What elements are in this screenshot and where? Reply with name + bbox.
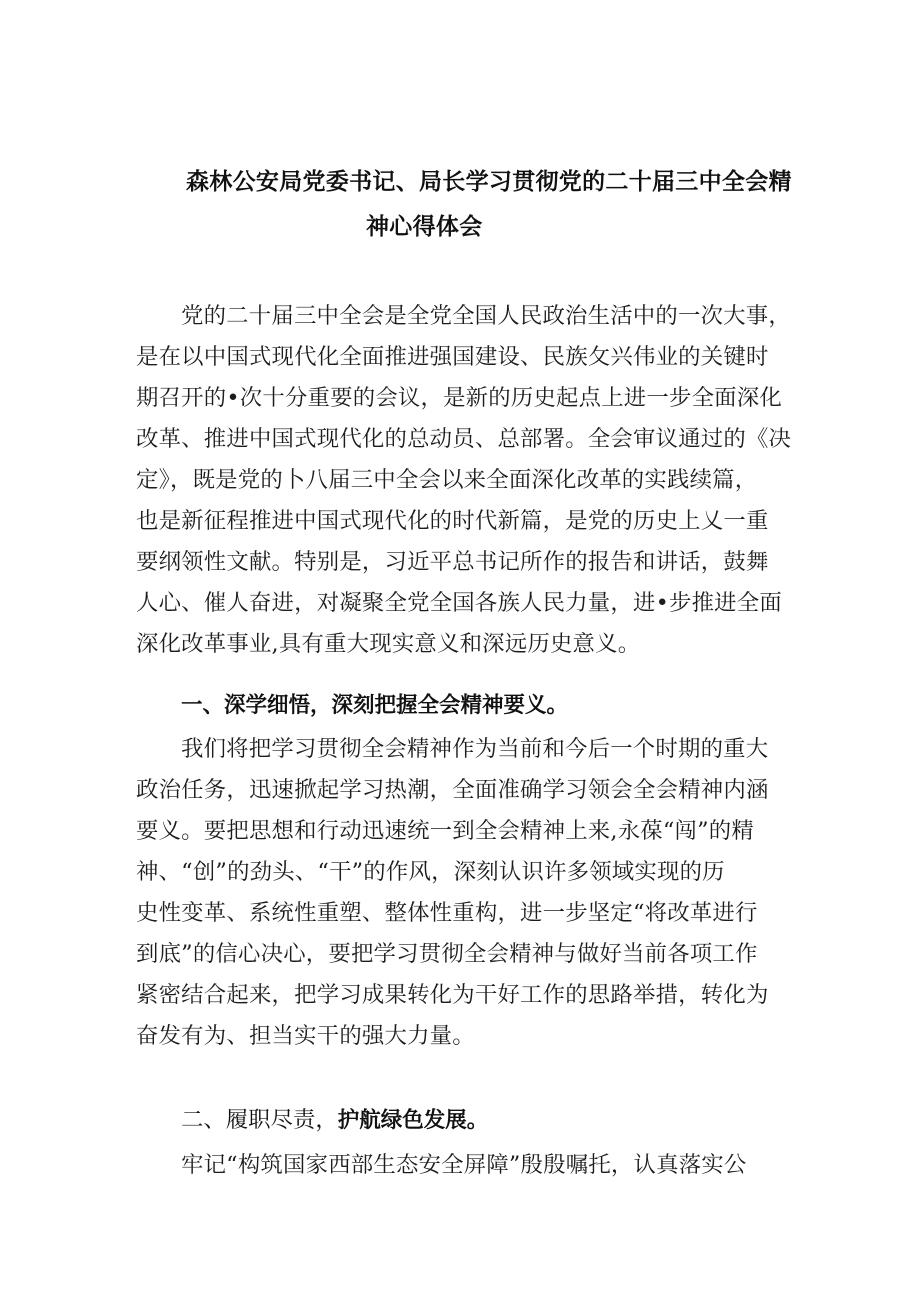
paragraph-line: 也是新征程推进中国式现代化的时代新篇，是党的历史上乂一重 xyxy=(136,508,769,534)
paragraph-line: 紧密结合起来，把学习成果转化为干好工作的思路举措，转化为 xyxy=(136,982,769,1008)
paragraph-line: 期召开的•次十分重要的会议，是新的历史起点上进一步全面深化 xyxy=(136,385,782,411)
paragraph-line: 奋发有为、担当实干的强大力量。 xyxy=(136,1023,475,1049)
paragraph-line: 改革、推进中国式现代化的总动员、总部署。全会审议通过的《决 xyxy=(136,426,792,452)
paragraph-line: 要义。要把思想和行动迅速统一到全会精神上来,永葆“闯”的精 xyxy=(136,818,754,844)
paragraph-intro xyxy=(136,296,792,665)
paragraph-line: 是在以中国式现代化全面推进强国建设、民族攵兴伟业的关键时 xyxy=(136,344,769,370)
paragraph-line: 我们将把学习贯彻全会精神作为当前和今后一个时期的重大 xyxy=(181,736,769,762)
title-line-1: 森林公安局党委书记、局长学习贯彻党的二十届三中全会精 xyxy=(186,169,792,195)
paragraph-line: 牢记“构筑国家西部生态安全屏障”殷殷嘱托，认真落实公 xyxy=(181,1152,747,1178)
paragraph-section-1 xyxy=(136,729,786,1057)
paragraph-line: 要纲领性文献。特别是，习近平总书记所作的报告和讲话，鼓舞 xyxy=(136,549,769,575)
paragraph-line: 人心、催人奋进，对凝聚全党全国各族人民力量，进•步推进全面 xyxy=(136,590,782,616)
paragraph-section-2 xyxy=(136,1145,786,1186)
paragraph-line: 到底”的信心决心，要把学习贯彻全会精神与做好当前各项工作 xyxy=(136,941,758,967)
section-heading-1 xyxy=(181,685,568,726)
paragraph-line: 党的二十届三中全会是全党全国人民政治生活中的一次大事， xyxy=(181,303,791,329)
paragraph-line: 深化改革事业,具有重大现实意义和深远历史意义。 xyxy=(136,631,641,657)
paragraph-line: 神、“创”的劲头、“干”的作风，深刻认识许多领域实现的历 xyxy=(136,859,725,885)
section-heading-2-prefix: 二、履职尽责， xyxy=(181,1107,338,1133)
section-heading-2 xyxy=(181,1100,488,1141)
paragraph-line: 史性变革、系统性重塑、整体性重构，进一步坚定“将改革进行 xyxy=(136,900,758,926)
paragraph-line: 定》，既是党的卜八届三中全会以来全面深化改革的实践续篇， xyxy=(136,467,758,493)
paragraph-line: 政治任务，迅速掀起学习热潮，全面准确学习领会全会精神内涵 xyxy=(136,777,769,803)
section-heading-2-text: 护航绿色发展。 xyxy=(337,1108,489,1133)
section-heading-1-text: 一、深学细悟，深刻把握全会精神要义。 xyxy=(181,693,569,718)
title-line-2: 神心得体会 xyxy=(366,214,483,240)
